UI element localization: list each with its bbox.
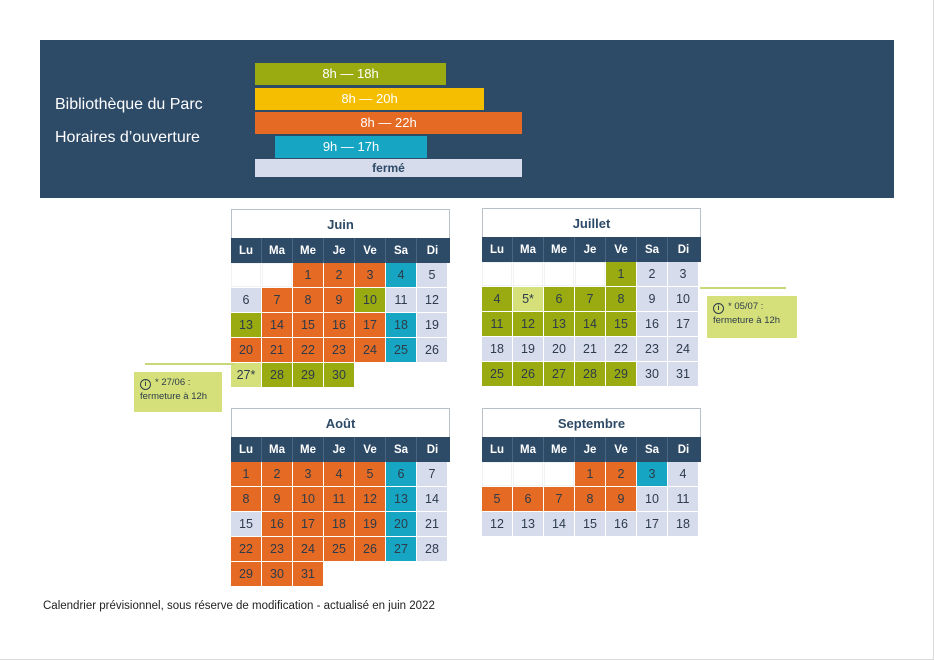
day-cell: 9 [606,487,637,512]
day-cell: 23 [262,537,293,562]
day-cell: 12 [482,512,513,537]
day-cell: 19 [417,313,448,338]
day-cell: 8 [293,288,324,313]
day-cell: 15 [575,512,606,537]
day-cell: 11 [668,487,699,512]
day-cell: 5* [513,287,544,312]
day-cell: 14 [575,312,606,337]
day-cell: 16 [324,313,355,338]
note-july [707,296,797,338]
day-cell: 9 [262,487,293,512]
weekday-label: Ma [513,437,544,462]
day-cell: 16 [637,312,668,337]
day-cell: 3 [293,462,324,487]
weekday-label: Di [677,243,690,256]
weekday-label: Lu [231,437,262,462]
weekday-label: Ma [262,238,293,263]
legend-closed: fermé [255,159,522,177]
day-cell: 17 [293,512,324,537]
note-text: fermeture à 12h [140,391,208,402]
day-cell: 29 [231,562,262,587]
empty-day-cell [262,263,293,288]
day-cell: 6 [513,487,544,512]
day-cell: 7 [262,288,293,313]
day-cell: 2 [324,263,355,288]
day-cell: 26 [417,338,448,363]
day-cell: 30 [324,363,355,388]
day-cell: 13 [544,312,575,337]
day-cell: 10 [355,288,386,313]
empty-day-cell [513,262,544,287]
day-cell: 19 [355,512,386,537]
day-grid [482,262,701,387]
calendar-august [231,408,450,587]
note-date: * 05/07 : [728,301,764,312]
weekday-label: Je [324,437,355,462]
day-cell: 23 [324,338,355,363]
day-cell: 20 [386,512,417,537]
day-cell: 22 [293,338,324,363]
day-cell: 6 [231,288,262,313]
legend-green: 8h — 18h [255,63,446,85]
day-cell: 3 [637,462,668,487]
weekday-label: Di [677,443,690,456]
month-title: Juin [231,209,450,238]
day-cell: 31 [668,362,699,387]
day-cell: 13 [513,512,544,537]
month-title: Août [231,408,450,437]
day-cell: 30 [637,362,668,387]
day-cell: 8 [606,287,637,312]
note-connector [700,287,786,289]
day-cell: 26 [513,362,544,387]
info-icon: i [140,379,151,390]
day-cell: 2 [637,262,668,287]
weekday-label: Sa [386,437,417,462]
day-cell: 28 [262,363,293,388]
note-date: * 27/06 : [155,377,191,388]
day-cell: 5 [355,462,386,487]
day-cell: 14 [262,313,293,338]
day-cell: 27 [386,537,417,562]
day-cell: 26 [355,537,386,562]
day-cell: 24 [293,537,324,562]
day-cell: 4 [324,462,355,487]
weekday-label: Ve [606,437,637,462]
day-grid [231,263,450,388]
day-cell: 9 [324,288,355,313]
day-grid [231,462,450,587]
day-cell: 28 [575,362,606,387]
day-cell: 4 [668,462,699,487]
day-cell: 15 [293,313,324,338]
info-icon: i [713,303,724,314]
weekday-header [231,437,450,462]
day-cell: 10 [668,287,699,312]
calendar-july [482,208,701,387]
day-cell: 24 [668,337,699,362]
day-cell: 2 [262,462,293,487]
legend-yellow: 8h — 20h [255,88,484,110]
weekday-label: Me [293,238,324,263]
day-cell: 20 [231,338,262,363]
day-cell: 10 [637,487,668,512]
weekday-label: Je [324,238,355,263]
library-name: Bibliothèque du Parc [55,96,203,113]
weekday-label: Sa [386,238,417,263]
day-cell: 17 [668,312,699,337]
day-cell: 11 [324,487,355,512]
day-cell: 2 [606,462,637,487]
day-cell: 12 [513,312,544,337]
weekday-label: Je [575,437,606,462]
header-banner [40,40,894,198]
day-cell: 15 [606,312,637,337]
day-cell: 1 [606,262,637,287]
weekday-header [482,237,701,262]
day-cell: 5 [482,487,513,512]
day-cell: 11 [386,288,417,313]
day-cell: 18 [668,512,699,537]
day-cell: 7 [417,462,448,487]
empty-day-cell [482,462,513,487]
weekday-label: Lu [482,237,513,262]
day-cell: 8 [231,487,262,512]
weekday-label: Di [426,244,439,257]
day-cell: 30 [262,562,293,587]
weekday-label: Ve [606,237,637,262]
day-cell: 31 [293,562,324,587]
day-cell: 3 [668,262,699,287]
day-cell: 27 [544,362,575,387]
day-cell: 20 [544,337,575,362]
day-cell: 7 [544,487,575,512]
day-cell: 15 [231,512,262,537]
empty-day-cell [544,262,575,287]
day-cell: 25 [386,338,417,363]
weekday-label: Ve [355,437,386,462]
month-title: Juillet [482,208,701,237]
day-cell: 9 [637,287,668,312]
day-cell: 12 [355,487,386,512]
day-cell: 13 [386,487,417,512]
day-cell: 28 [417,537,448,562]
weekday-label: Je [575,237,606,262]
day-cell: 6 [386,462,417,487]
day-cell: 1 [293,263,324,288]
weekday-header [482,437,701,462]
day-cell: 11 [482,312,513,337]
day-cell: 18 [324,512,355,537]
note-text: fermeture à 12h [713,315,781,326]
weekday-label: Ma [262,437,293,462]
day-cell: 24 [355,338,386,363]
weekday-label: Di [426,443,439,456]
empty-day-cell [482,262,513,287]
empty-day-cell [544,462,575,487]
day-cell: 4 [386,263,417,288]
empty-day-cell [513,462,544,487]
footer-note: Calendrier prévisionnel, sous réserve de modification - actualisé en juin 2022 [43,600,435,612]
empty-day-cell [575,262,606,287]
weekday-label: Lu [231,238,262,263]
day-cell: 21 [262,338,293,363]
day-cell: 8 [575,487,606,512]
day-cell: 23 [637,337,668,362]
day-cell: 25 [482,362,513,387]
weekday-label: Me [293,437,324,462]
day-cell: 5 [417,263,448,288]
weekday-label: Lu [482,437,513,462]
weekday-label: Sa [637,437,668,462]
day-grid [482,462,701,537]
legend-teal: 9h — 17h [275,136,427,158]
day-cell: 6 [544,287,575,312]
day-cell: 16 [606,512,637,537]
weekday-label: Sa [637,237,668,262]
day-cell: 25 [324,537,355,562]
day-cell: 29 [293,363,324,388]
day-cell: 21 [575,337,606,362]
weekday-label: Ma [513,237,544,262]
day-cell: 13 [231,313,262,338]
day-cell: 16 [262,512,293,537]
day-cell: 22 [606,337,637,362]
empty-day-cell [231,263,262,288]
calendar-june [231,209,450,388]
legend-orange: 8h — 22h [255,112,522,134]
day-cell: 19 [513,337,544,362]
weekday-label: Ve [355,238,386,263]
day-cell: 1 [231,462,262,487]
day-cell: 21 [417,512,448,537]
day-cell: 12 [417,288,448,313]
day-cell: 14 [417,487,448,512]
day-cell: 4 [482,287,513,312]
weekday-label: Me [544,237,575,262]
day-cell: 17 [355,313,386,338]
day-cell: 3 [355,263,386,288]
day-cell: 7 [575,287,606,312]
day-cell: 22 [231,537,262,562]
page-subtitle: Horaires d’ouverture [55,129,200,146]
day-cell: 18 [386,313,417,338]
day-cell: 10 [293,487,324,512]
weekday-label: Me [544,437,575,462]
day-cell: 1 [575,462,606,487]
day-cell: 14 [544,512,575,537]
weekday-header [231,238,450,263]
note-connector [145,363,235,365]
calendar-september [482,408,701,537]
day-cell: 17 [637,512,668,537]
month-title: Septembre [482,408,701,437]
note-june [134,372,222,412]
day-cell: 18 [482,337,513,362]
day-cell: 29 [606,362,637,387]
day-cell: 27* [231,363,262,388]
